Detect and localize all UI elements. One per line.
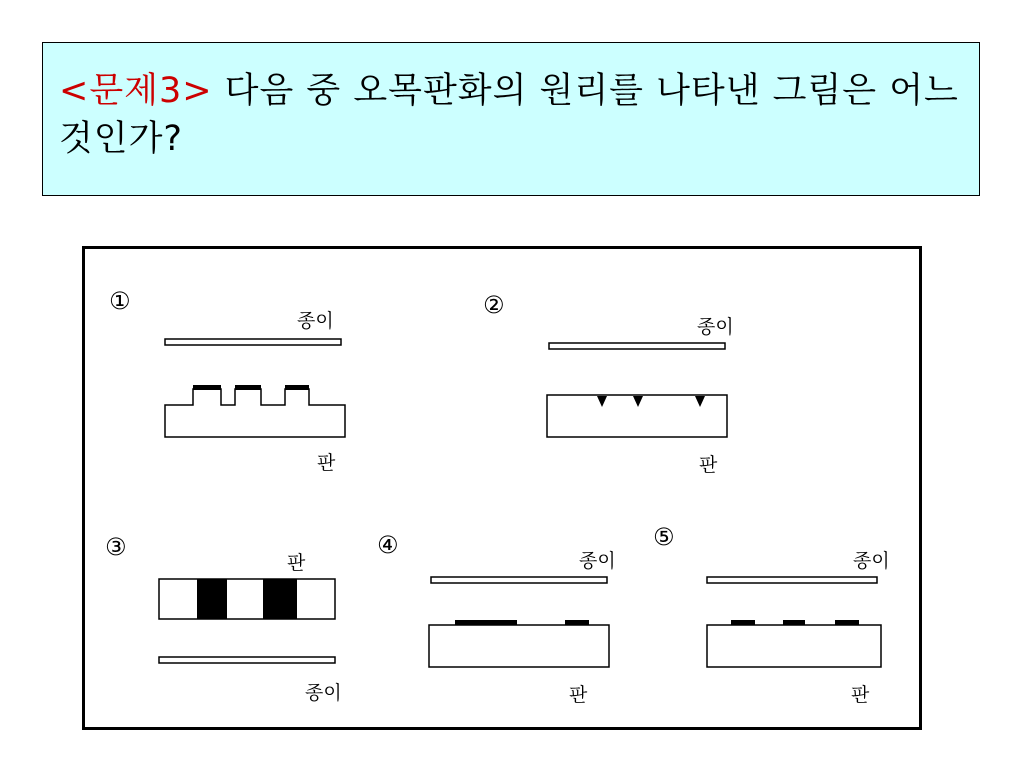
option-2-plate-label: 판: [699, 454, 718, 476]
question-tag: <문제3>: [59, 71, 213, 111]
question-text: [59, 67, 965, 163]
question-box: [42, 42, 980, 196]
question-body: 다음 중 오목판화의 원리를 나타낸 그림은 어느것인가?: [59, 71, 959, 159]
option-4-paper: [431, 577, 607, 583]
option-5-ink: [731, 620, 755, 625]
option-3-ink: [263, 579, 297, 619]
option-5: [653, 523, 890, 706]
option-1-ink: [193, 385, 221, 390]
option-4-plate: [429, 625, 609, 667]
option-3-paper: [159, 657, 335, 663]
option-1-paper: [165, 339, 341, 345]
figure-frame: [82, 246, 922, 730]
option-3-plate-label: 판: [287, 552, 306, 574]
option-1-plate: [165, 389, 345, 437]
option-4-plate-label: 판: [569, 684, 588, 706]
figure-diagram: [85, 249, 919, 727]
option-2: [483, 291, 734, 476]
option-1: [109, 287, 345, 474]
option-3: [105, 533, 342, 704]
option-1-ink: [285, 385, 309, 390]
option-1-paper-label: 종이: [297, 310, 334, 332]
option-2-paper: [549, 343, 725, 349]
option-3-plate: [159, 579, 335, 619]
option-4-paper-label: 종이: [579, 550, 616, 572]
option-4-ink: [455, 620, 517, 625]
option-1-plate-label: 판: [317, 452, 336, 474]
option-5-paper-label: 종이: [853, 550, 890, 572]
option-4-ink: [565, 620, 589, 625]
option-5-ink: [835, 620, 859, 625]
option-5-ink: [783, 620, 805, 625]
option-3-ink: [197, 579, 227, 619]
option-5-number: ⑤: [653, 523, 675, 551]
option-2-number: ②: [483, 291, 505, 319]
option-4-number: ④: [377, 531, 399, 559]
option-2-paper-label: 종이: [697, 316, 734, 338]
option-4: [377, 531, 616, 706]
option-1-ink: [235, 385, 261, 390]
option-1-number: ①: [109, 287, 131, 315]
option-5-plate: [707, 625, 881, 667]
option-3-number: ③: [105, 533, 127, 561]
option-5-plate-label: 판: [851, 684, 870, 706]
option-3-paper-label: 종이: [305, 682, 342, 704]
option-5-paper: [707, 577, 877, 583]
